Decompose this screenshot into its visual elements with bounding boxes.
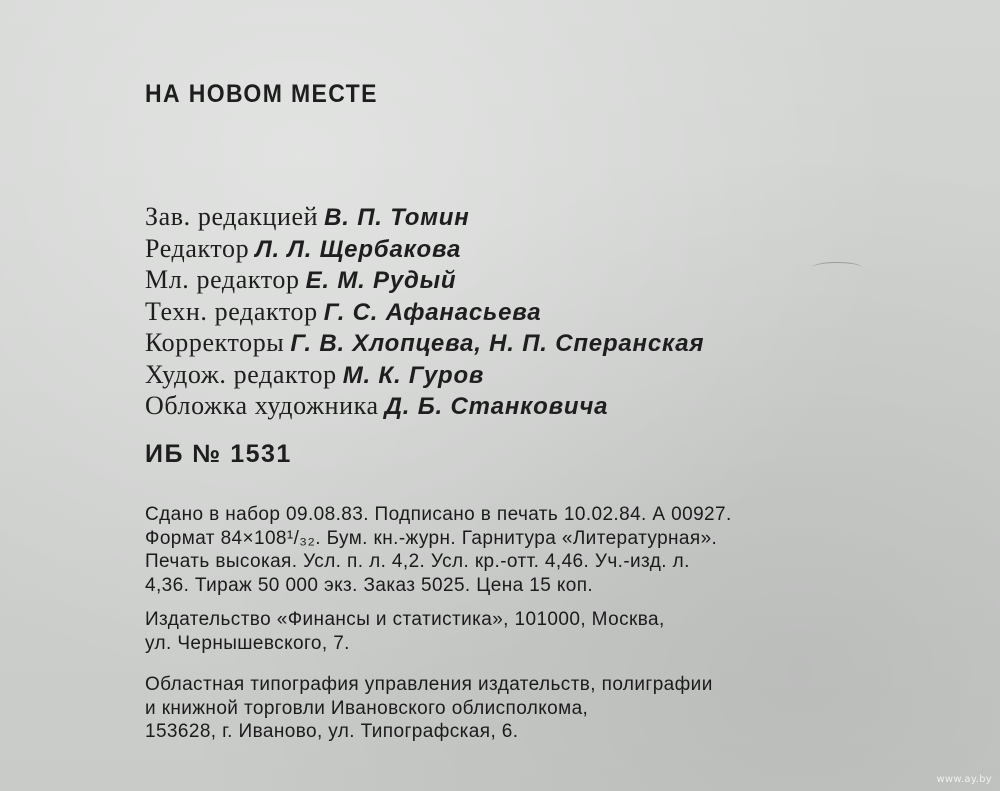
print-details-line: Печать высокая. Усл. п. л. 4,2. Усл. кр.-отт. 4,46. Уч.-изд. л. bbox=[145, 551, 690, 572]
paper-scuff-mark bbox=[812, 262, 862, 273]
printer-line: Областная типография управления издательств, полиграфии bbox=[145, 674, 713, 695]
print-details-line: Сдано в набор 09.08.83. Подписано в печать 10.02.84. А 00927. bbox=[145, 504, 732, 525]
credit-line bbox=[145, 391, 704, 423]
credit-role: Корректоры bbox=[145, 328, 285, 357]
credit-name: Г. В. Хлопцева, Н. П. Сперанская bbox=[290, 330, 705, 357]
credit-name: Г. С. Афанасьева bbox=[323, 298, 542, 326]
credit-name: В. П. Томин bbox=[324, 204, 470, 231]
printer-line: и книжной торговли Ивановского облисполкома, bbox=[145, 697, 589, 719]
credit-role: Зав. редакцией bbox=[145, 202, 319, 231]
ib-number: ИБ № 1531 bbox=[145, 440, 292, 468]
credit-role: Обложка художника bbox=[145, 391, 379, 420]
credit-line bbox=[145, 234, 704, 266]
credit-role: Мл. редактор bbox=[145, 265, 300, 294]
site-watermark: www.ay.by bbox=[936, 774, 992, 785]
credit-role: Техн. редактор bbox=[145, 296, 318, 326]
credits-list bbox=[145, 202, 704, 423]
print-details-line: Формат 84×108¹/₃₂. Бум. кн.-журн. Гарнитура «Литературная». bbox=[145, 527, 718, 549]
credit-line bbox=[145, 360, 704, 392]
credit-line bbox=[145, 328, 704, 360]
credit-line bbox=[145, 265, 704, 297]
printer-info bbox=[145, 673, 713, 744]
credit-line bbox=[145, 202, 704, 234]
print-details-line: 4,36. Тираж 50 000 экз. Заказ 5025. Цена 15 коп. bbox=[145, 574, 594, 596]
credit-name: Л. Л. Щербакова bbox=[255, 235, 462, 263]
publisher-line: Издательство «Финансы и статистика», 101000, Москва, bbox=[145, 609, 665, 630]
credit-name: М. К. Гуров bbox=[342, 361, 485, 389]
printer-line: 153628, г. Иваново, ул. Типографская, 6. bbox=[145, 721, 519, 742]
credit-role: Редактор bbox=[145, 233, 250, 263]
credit-line bbox=[145, 297, 704, 329]
credit-name: Д. Б. Станковича bbox=[384, 393, 609, 420]
credit-name: Е. М. Рудый bbox=[305, 267, 457, 294]
print-details bbox=[145, 503, 732, 597]
book-title: НА НОВОМ МЕСТЕ bbox=[145, 80, 378, 108]
credit-role: Худож. редактор bbox=[145, 359, 337, 389]
publisher-line: ул. Чернышевского, 7. bbox=[145, 632, 350, 654]
publisher-info bbox=[145, 608, 665, 655]
